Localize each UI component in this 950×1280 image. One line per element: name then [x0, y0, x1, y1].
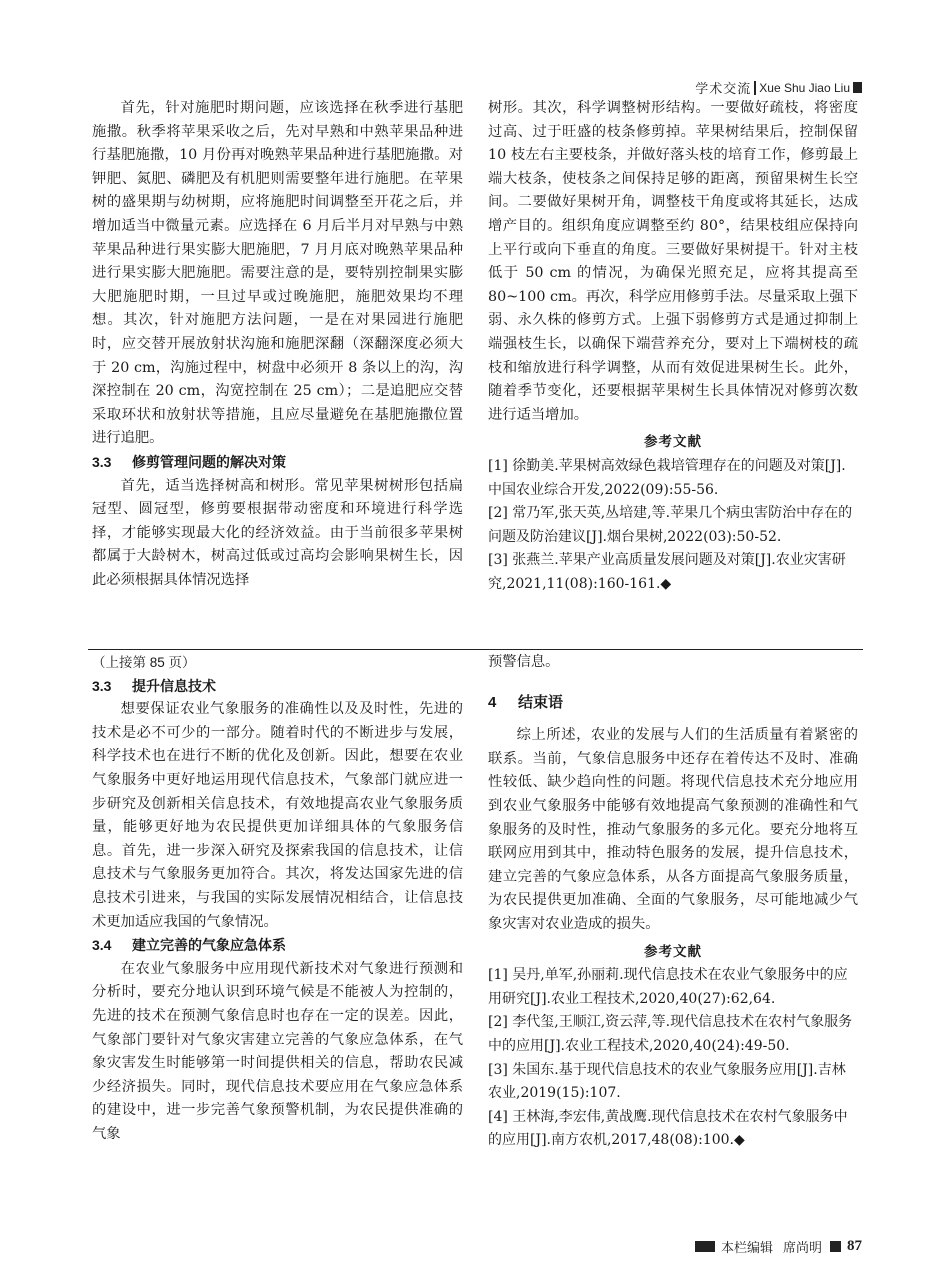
- section-title: 结束语: [518, 693, 564, 711]
- paragraph: 首先，针对施肥时期问题，应该选择在秋季进行基肥施撒。秋季将苹果采收之后，先对早熟和中熟苹果品种进行基肥施撒，10 月份再对晚熟苹果品种进行基肥施撒。对钾肥、氮肥、磷肥及有机肥则需要整年进行施肥。在苹果树的盛果期与幼树期，应将施肥时间调整至开花之后，并增加适当中微量元素。应选择在 6 月后半月对早熟与中熟苹果品种进行果实膨大肥施肥，7 月月底对晚熟苹果品种进行果实膨大肥施肥。需要注意的是，要特别控制果实膨大肥施肥时期，一旦过早或过晚施肥，施肥效果均不理想。其次，针对施肥方法问题，一是在对果园进行施肥时，应交替开展放射状沟施和施肥深翻（深翻深度必须大于 20 cm，沟施过程中，树盘中必须开 8 条以上的沟，沟深控制在 20 cm，沟宽控制在 25 cm）；二是追肥应交替采取环状和放射状等措施，且应尽量避免在基肥施撒位置进行追肥。: [92, 100, 463, 447]
- section-heading: [92, 451, 463, 475]
- reference-item: [4] 王林海,李宏伟,黄战鹰.现代信息技术在农村气象服务中的应用[J].南方农机,2017,48(08):100.◆: [488, 1108, 848, 1149]
- header-square-icon: [853, 82, 862, 93]
- journal-name-en: Xue Shu Jiao Liu: [759, 80, 850, 95]
- journal-name-cn: 学术交流: [695, 82, 752, 97]
- paragraph: 在农业气象服务中应用现代新技术对气象进行预测和分析时，要充分地认识到环境气候是不能被人为控制的，先进的技术在预测气象信息时也存在一定的误差。因此，气象部门要针对气象灾害建立完善的气象应急体系，在气象灾害发生时能够第一时间提供相关的信息，帮助农民减少经济损失。同时，现代信息技术要应用在气象应急体系的建设中，进一步完善气象预警机制，为农民提供准确的气象: [92, 960, 463, 1142]
- editor-name: 席尚明: [782, 1241, 822, 1256]
- paragraph: 综上所述，农业的发展与人们的生活质量有着紧密的联系。当前，气象信息服务中还存在着传达不及时、准确性较低、缺少趋向性的问题。将现代信息技术充分地应用到农业气象服务中能够有效地提高气象预测的准确性和气象服务的及时性，推动气象服务的多元化。要充分地将互联网应用到其中，推动特色服务的发展，提升信息技术，建立完善的气象应急体系，从各方面提高气象服务质量，为农民提供更加准确、全面的气象服务，尽可能地减少气象灾害对农业造成的损失。: [488, 727, 858, 932]
- reference-item: [1] 徐勤美.苹果树高效绿色栽培管理存在的问题及对策[J].中国农业综合开发,2022(09):55-56.: [488, 457, 846, 498]
- footer-square-icon: [830, 1241, 841, 1252]
- footer-block-icon: [695, 1241, 715, 1252]
- paragraph: 首先，适当选择树高和树形。常见苹果树树形包括扁冠型、圆冠型，修剪要根据带动密度和环境进行科学选择，才能够实现最大化的经济效益。由于当前很多苹果树都属于大龄树木，树高过低或过高均会影响果树生长，因此必须根据具体情况选择: [92, 477, 463, 588]
- paragraph: 树形。其次，科学调整树形结构。一要做好疏枝，将密度过高、过于旺盛的枝条修剪掉。苹果树结果后，控制保留 10 枝左右主要枝条，并做好落头枝的培育工作，修剪最上端大枝条，使枝条之间保持足够的距离，预留果树生长空间。二要做好果树开角，调整枝干角度或将其延长，达成增产目的。组织角度应调整至约 80°，结果枝组应保持向上平行或向下垂直的角度。三要做好果树提干。针对主枝低于 50 cm 的情况，为确保光照充足，应将其提高至 80~100 cm。再次，科学应用修剪手法。尽量采取上强下弱、永久株的修剪方式。上强下弱修剪方式是通过抑制上端强枝生长，以确保下端营养充分，要对上下端树枝的疏枝和缩放进行科学调整，从而有效促进果树生长。此外，随着季节变化，还要根据苹果树生长具体情况对修剪次数进行适当增加。: [488, 100, 858, 423]
- references-heading: 参考文献: [644, 943, 702, 960]
- article-divider: [88, 649, 863, 650]
- section-title: 建立完善的气象应急体系: [132, 937, 286, 954]
- bottom-right-column: [488, 651, 858, 1153]
- reference-item: [3] 张燕兰.苹果产业高质量发展问题及对策[J].农业灾害研究,2021,11(08):160-161.◆: [488, 552, 846, 592]
- reference-item: [3] 朱国东.基于现代信息技术的农业气象服务应用[J].吉林农业,2019(15):107.: [488, 1061, 846, 1102]
- references-heading: 参考文献: [644, 434, 702, 451]
- section-number: 3.3: [92, 453, 112, 470]
- paragraph: 预警信息。: [488, 654, 560, 670]
- section-title: 修剪管理问题的解决对策: [132, 453, 286, 470]
- section-number: 3.4: [92, 937, 112, 954]
- continued-note: （上接第 85 页）: [92, 655, 196, 670]
- top-left-column: [92, 97, 463, 592]
- section-title: 提升信息技术: [132, 677, 216, 694]
- header-divider: [754, 81, 756, 95]
- reference-item: [2] 李代玺,王顺江,资云萍,等.现代信息技术在农村气象服务中的应用[J].农业工程技术,2020,40(24):49-50.: [488, 1014, 853, 1054]
- section-number: 3.3: [92, 677, 112, 694]
- reference-item: [1] 吴丹,单军,孙丽莉.现代信息技术在农业气象服务中的应用研究[J].农业工程技术,2020,40(27):62,64.: [488, 967, 848, 1007]
- reference-item: [2] 常乃军,张天英,丛培建,等.苹果几个病虫害防治中存在的问题及防治建议[J].烟台果树,2022(03):50-52.: [488, 505, 853, 545]
- section-heading: [92, 934, 463, 958]
- section-number: 4: [488, 693, 497, 711]
- bottom-left-column: [92, 651, 463, 1146]
- section-heading: [488, 691, 858, 715]
- page-number: 87: [847, 1238, 862, 1254]
- page-footer: [695, 1237, 862, 1256]
- top-right-column: [488, 97, 858, 596]
- section-heading: [92, 675, 463, 699]
- editor-label: 本栏编辑: [720, 1241, 773, 1256]
- running-header: [695, 78, 862, 97]
- paragraph: 想要保证农业气象服务的准确性以及及时性，先进的技术是必不可少的一部分。随着时代的不断进步与发展，科学技术也在进行不断的优化及创新。因此，想要在农业气象服务中更好地运用现代信息技术，气象部门就应进一步研究及创新相关信息技术，有效地提高农业气象服务质量，能够更好地为农民提供更加详细具体的气象服务信息。首先，进一步深入研究及探索我国的信息技术，让信息技术与气象服务更加符合。其次，将发达国家先进的信息技术引进来，与我国的实际发展情况相结合，让信息技术更加适应我国的气象情况。: [92, 701, 463, 930]
